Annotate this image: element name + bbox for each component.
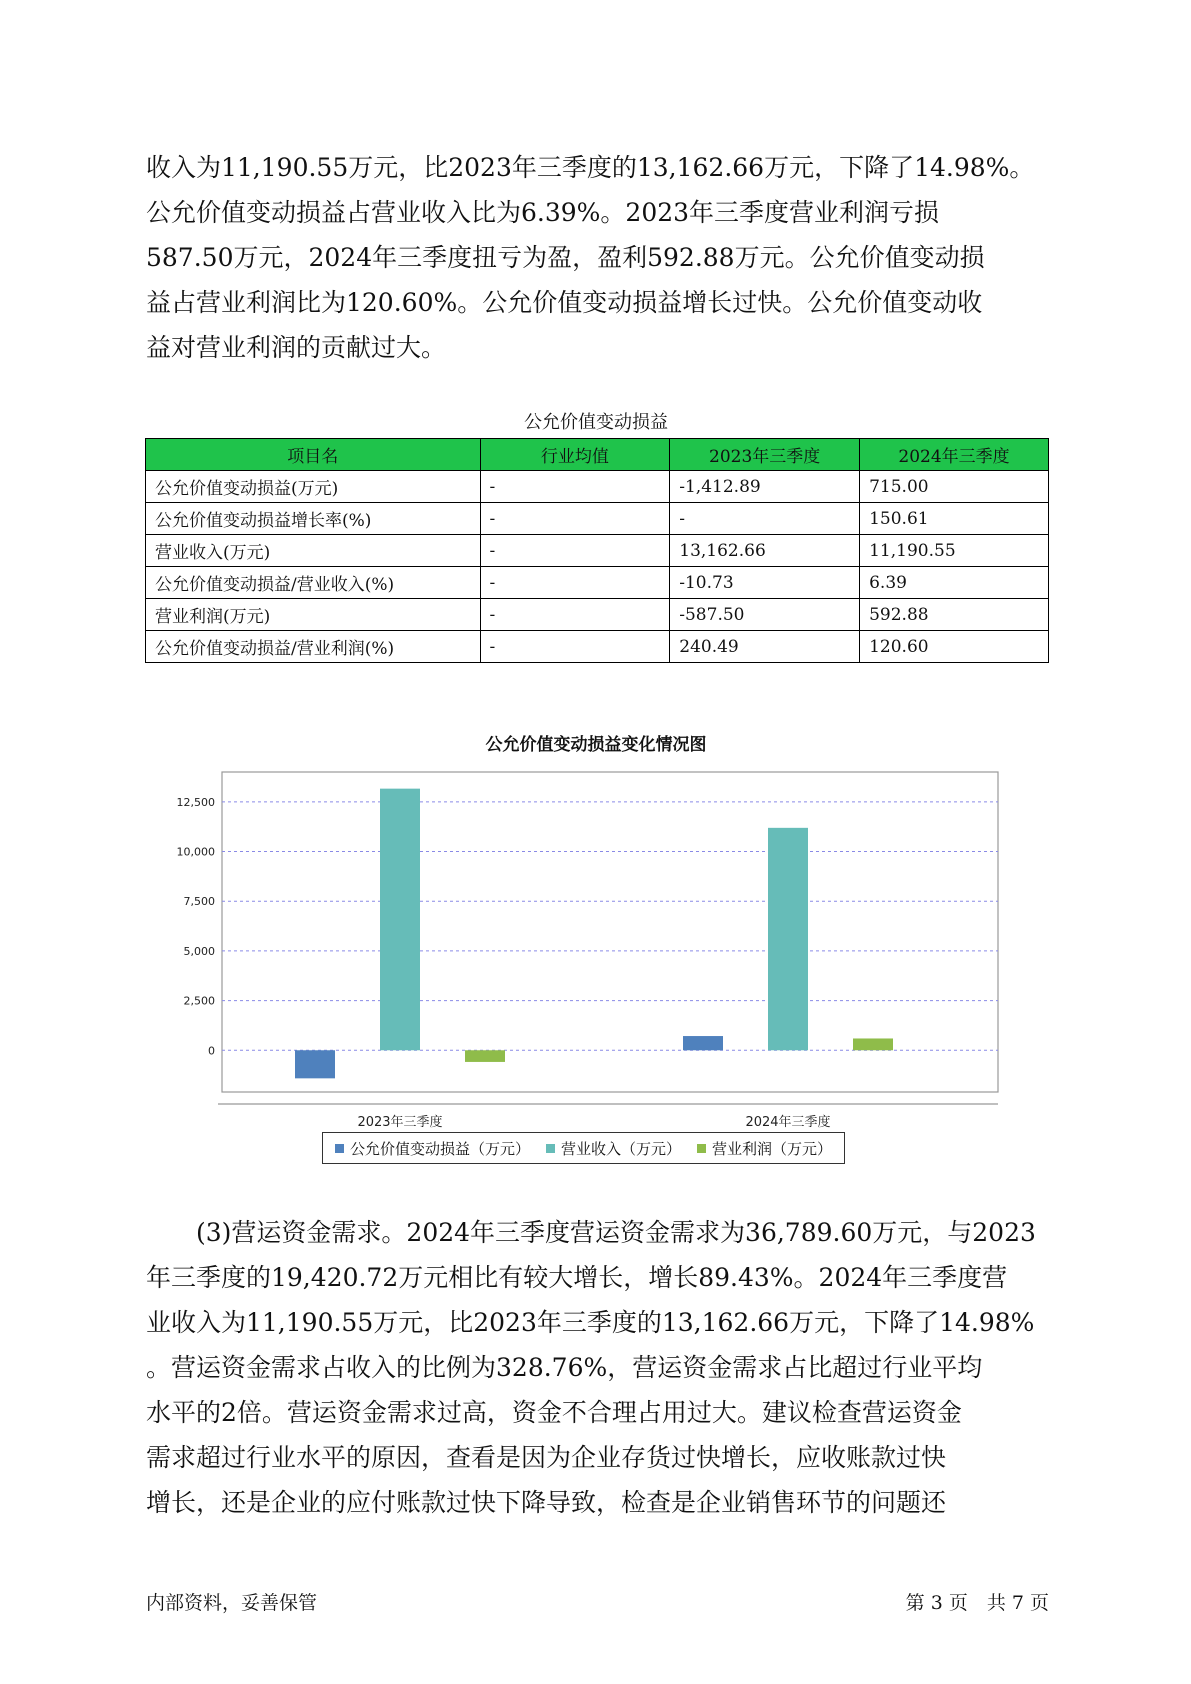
text-line: (3)营运资金需求。2024年三季度营运资金需求为36,789.60万元，与2023 bbox=[146, 1218, 1036, 1247]
table-cell: - bbox=[480, 471, 670, 503]
y-tick-label: 5,000 bbox=[183, 944, 215, 958]
text-line: 益占营业利润比为120.60%。公允价值变动损益增长过快。公允价值变动收 bbox=[146, 288, 983, 317]
x-tick-label: 2024年三季度 bbox=[745, 1115, 831, 1130]
table-cell: 6.39 bbox=[860, 567, 1049, 599]
bar-chart bbox=[160, 762, 1010, 1130]
text-line: 水平的2倍。营运资金需求过高，资金不合理占用过大。建议检查营运资金 bbox=[146, 1398, 962, 1427]
table-row bbox=[146, 471, 1049, 503]
legend-swatch bbox=[335, 1144, 344, 1153]
table-cell: - bbox=[480, 599, 670, 631]
table-row bbox=[146, 599, 1049, 631]
legend-label: 公允价值变动损益（万元） bbox=[350, 1139, 531, 1158]
legend-item-operating-profit bbox=[697, 1138, 832, 1159]
text-line: 。营运资金需求占收入的比例为328.76%，营运资金需求占比超过行业平均 bbox=[146, 1353, 983, 1382]
text-line: 益对营业利润的贡献过大。 bbox=[146, 333, 447, 362]
bar bbox=[295, 1050, 335, 1078]
footer-page-number: 第 3 页 共 7 页 bbox=[905, 1592, 1049, 1614]
table-cell: - bbox=[480, 631, 670, 663]
table-cell: 营业利润(万元) bbox=[146, 599, 481, 631]
table-cell: - bbox=[670, 503, 860, 535]
table-cell: - bbox=[480, 535, 670, 567]
intro-paragraph bbox=[146, 145, 1046, 370]
y-tick-label: 0 bbox=[208, 1044, 215, 1058]
bar bbox=[380, 789, 420, 1051]
y-tick-label: 12,500 bbox=[176, 795, 215, 809]
legend-swatch bbox=[546, 1144, 555, 1153]
table-row bbox=[146, 631, 1049, 663]
table-cell: -587.50 bbox=[670, 599, 860, 631]
x-tick-label: 2023年三季度 bbox=[357, 1115, 443, 1130]
table-cell: 240.49 bbox=[670, 631, 860, 663]
table-cell: 公允价值变动损益(万元) bbox=[146, 471, 481, 503]
table-row bbox=[146, 535, 1049, 567]
y-tick-label: 10,000 bbox=[176, 845, 215, 859]
table-cell: 11,190.55 bbox=[860, 535, 1049, 567]
chart-title: 公允价值变动损益变化情况图 bbox=[485, 735, 707, 755]
table-cell: - bbox=[480, 567, 670, 599]
text-line: 需求超过行业水平的原因，查看是因为企业存货过快增长，应收账款过快 bbox=[146, 1443, 947, 1472]
table-cell: 营业收入(万元) bbox=[146, 535, 481, 567]
table-cell: 公允价值变动损益增长率(%) bbox=[146, 503, 481, 535]
bar bbox=[853, 1038, 893, 1050]
table-cell: 公允价值变动损益/营业收入(%) bbox=[146, 567, 481, 599]
bar bbox=[465, 1050, 505, 1062]
bar bbox=[768, 828, 808, 1050]
y-tick-label: 2,500 bbox=[183, 994, 215, 1008]
legend-swatch bbox=[697, 1144, 706, 1153]
table-cell: 公允价值变动损益/营业利润(%) bbox=[146, 631, 481, 663]
text-line: 587.50万元，2024年三季度扭亏为盈，盈利592.88万元。公允价值变动损 bbox=[146, 243, 985, 272]
header-2023-q3: 2023年三季度 bbox=[670, 439, 860, 471]
footer-confidential-note: 内部资料，妥善保管 bbox=[146, 1592, 318, 1614]
table-cell: 150.61 bbox=[860, 503, 1049, 535]
y-tick-label: 7,500 bbox=[183, 895, 215, 909]
text-line: 业收入为11,190.55万元，比2023年三季度的13,162.66万元，下降了14.98% bbox=[146, 1308, 1035, 1337]
header-2024-q3: 2024年三季度 bbox=[860, 439, 1049, 471]
header-item-name: 项目名 bbox=[146, 439, 481, 471]
text-line: 年三季度的19,420.72万元相比有较大增长，增长89.43%。2024年三季度营 bbox=[146, 1263, 1008, 1292]
table-cell: - bbox=[480, 503, 670, 535]
bar bbox=[683, 1036, 723, 1050]
table-cell: 715.00 bbox=[860, 471, 1049, 503]
chart-legend bbox=[322, 1132, 845, 1164]
table-header-row bbox=[146, 439, 1049, 471]
table-caption: 公允价值变动损益 bbox=[524, 412, 668, 433]
text-line: 收入为11,190.55万元，比2023年三季度的13,162.66万元，下降了14.98%。 bbox=[146, 153, 1035, 182]
header-industry-average: 行业均值 bbox=[480, 439, 670, 471]
table-cell: -10.73 bbox=[670, 567, 860, 599]
table-cell: 13,162.66 bbox=[670, 535, 860, 567]
legend-item-revenue bbox=[546, 1138, 681, 1159]
legend-item-fair-value bbox=[335, 1138, 530, 1159]
table-row bbox=[146, 567, 1049, 599]
text-line: 公允价值变动损益占营业收入比为6.39%。2023年三季度营业利润亏损 bbox=[146, 198, 940, 227]
table-cell: 120.60 bbox=[860, 631, 1049, 663]
legend-label: 营业利润（万元） bbox=[712, 1139, 833, 1158]
table-row bbox=[146, 503, 1049, 535]
legend-label: 营业收入（万元） bbox=[561, 1139, 682, 1158]
working-capital-paragraph bbox=[146, 1210, 1046, 1525]
table-cell: -1,412.89 bbox=[670, 471, 860, 503]
table-cell: 592.88 bbox=[860, 599, 1049, 631]
text-line: 增长，还是企业的应付账款过快下降导致，检查是企业销售环节的问题还 bbox=[146, 1488, 947, 1517]
data-table bbox=[145, 438, 1049, 663]
